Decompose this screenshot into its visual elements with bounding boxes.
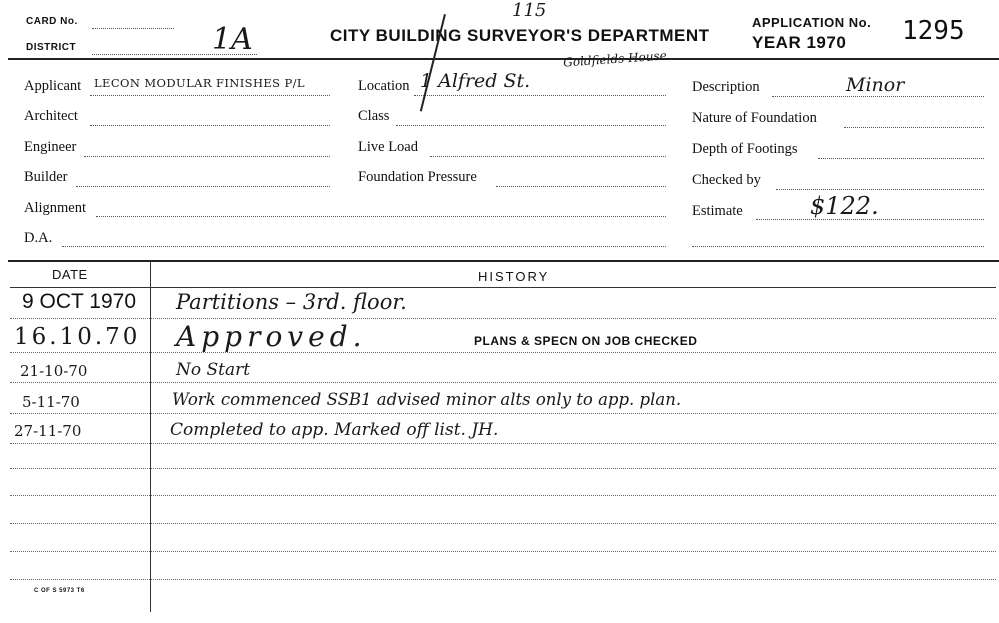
history-rule xyxy=(10,579,996,580)
da-line xyxy=(62,246,666,247)
da-label: D.A. xyxy=(24,230,53,246)
depth-of-footings-label: Depth of Footings xyxy=(692,141,798,157)
alignment-line xyxy=(96,216,666,217)
estimate-value: $122. xyxy=(810,192,879,220)
history-rule xyxy=(10,468,996,469)
history-rule xyxy=(10,443,996,444)
class-label: Class xyxy=(358,108,390,124)
history-rule xyxy=(10,352,996,353)
history-date-5: 27-11-70 xyxy=(14,422,82,440)
checked-by-label: Checked by xyxy=(692,172,761,188)
extra-line xyxy=(692,246,984,247)
application-no-value: 1295 xyxy=(902,16,965,46)
engineer-label: Engineer xyxy=(24,139,77,155)
applicant-label: Applicant xyxy=(24,78,82,94)
foundation-pressure-label: Foundation Pressure xyxy=(358,169,477,185)
location-value: 1 Alfred St. xyxy=(420,70,531,92)
history-header: HISTORY xyxy=(478,269,550,284)
history-date-3: 21-10-70 xyxy=(20,362,88,380)
location-label: Location xyxy=(358,78,410,94)
history-text-1: Partitions – 3rd. floor. xyxy=(176,290,407,314)
history-text-4: Work commenced SSB1 advised minor alts only to app. plan. xyxy=(172,390,682,409)
history-rule xyxy=(10,495,996,496)
form-code: C OF S 5973 T6 xyxy=(34,588,85,594)
engineer-line xyxy=(84,156,330,157)
history-date-4: 5-11-70 xyxy=(22,393,80,411)
history-rule xyxy=(10,551,996,552)
history-top-border xyxy=(8,260,999,262)
builder-label: Builder xyxy=(24,169,68,185)
location-line xyxy=(414,95,666,96)
history-text-3: No Start xyxy=(176,360,251,380)
date-column-divider xyxy=(150,262,151,612)
description-value: Minor xyxy=(846,74,905,96)
live-load-line xyxy=(430,156,666,157)
architect-line xyxy=(90,125,330,126)
date-header-underline xyxy=(10,287,150,288)
alignment-label: Alignment xyxy=(24,200,87,216)
location-value-building: Goldfields House xyxy=(562,48,668,70)
application-no-label: APPLICATION No. xyxy=(752,15,872,30)
history-date-2: 16.10.70 xyxy=(14,324,141,350)
depth-of-footings-line xyxy=(818,158,984,159)
description-line xyxy=(772,96,984,97)
history-text-2: Approved. xyxy=(176,320,367,353)
nature-of-foundation-label: Nature of Foundation xyxy=(692,110,817,126)
inspection-stamp: PLANS & SPECN ON JOB CHECKED xyxy=(474,334,698,348)
history-rule xyxy=(10,382,996,383)
district-label: DISTRICT xyxy=(26,42,77,53)
applicant-line xyxy=(90,95,330,96)
history-text-5: Completed to app. Marked off list. JH. xyxy=(170,420,499,440)
applicant-value: LECON MODULAR FINISHES P/L xyxy=(94,76,305,90)
history-rule xyxy=(10,413,996,414)
history-rule xyxy=(10,523,996,524)
header-divider xyxy=(8,58,999,60)
department-title: CITY BUILDING SURVEYOR'S DEPARTMENT xyxy=(330,26,710,45)
foundation-pressure-line xyxy=(496,186,666,187)
card-no-label: CARD No. xyxy=(26,16,78,27)
date-header: DATE xyxy=(52,267,88,282)
description-label: Description xyxy=(692,79,760,95)
architect-label: Architect xyxy=(24,108,78,124)
history-date-1: 9 OCT 1970 xyxy=(22,290,137,313)
district-value: 1A xyxy=(212,22,253,57)
builder-line xyxy=(76,186,330,187)
card-no-line xyxy=(92,28,174,29)
history-rule xyxy=(10,318,996,319)
live-load-label: Live Load xyxy=(358,139,418,155)
year-label: YEAR 1970 xyxy=(752,33,847,52)
history-header-underline xyxy=(150,287,996,288)
class-line xyxy=(396,125,666,126)
checked-by-line xyxy=(776,189,984,190)
department-annotation: 115 xyxy=(512,0,547,21)
estimate-label: Estimate xyxy=(692,203,743,219)
nature-of-foundation-line xyxy=(844,127,984,128)
